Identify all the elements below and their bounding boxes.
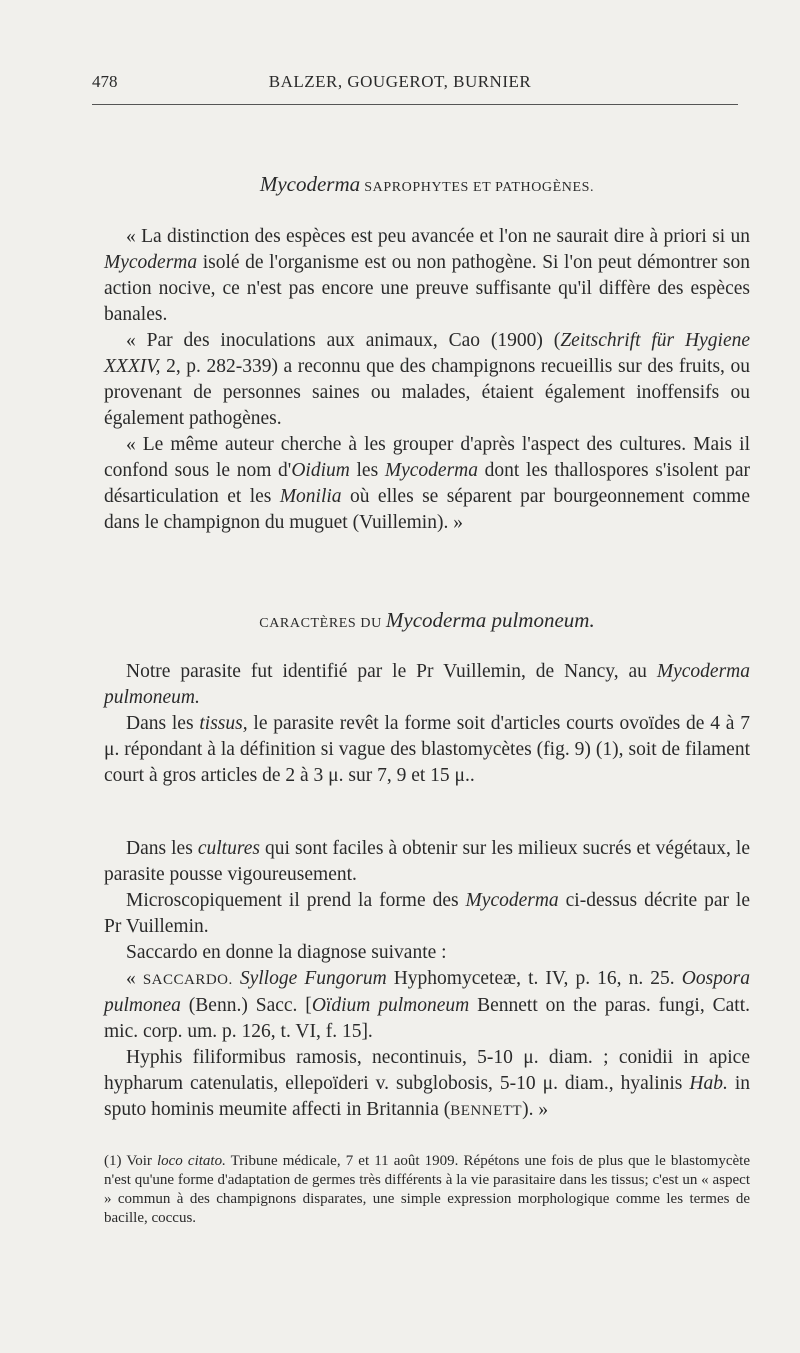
text: « La distinction des espèces est peu avancée et l'on ne saurait dire à priori si un [126, 226, 750, 247]
section-heading-saprophytes [104, 172, 750, 197]
text: Tribune médicale, 7 et 11 août 1909. Répétons une fois de plus que le blastomycète n'est qu'une forme d'adaptation de germes très différents à la vie parasitaire dans les tissus; c'est un « aspect » commun à des champignons disparates, une simple expression morphologique comme les termes de bacille, coccus. [104, 1153, 750, 1226]
text-italic: cultures [197, 838, 260, 859]
paragraph [104, 888, 750, 940]
text: Hyphomyceteæ, t. IV, p. 16, n. 25. [386, 968, 682, 989]
footnote-block [104, 1152, 750, 1228]
text: Bennett on the paras. fungi, Catt. mic. corp. um. p. 126, t. VI, f. 15]. [104, 995, 750, 1042]
text-italic: Mycoderma [104, 252, 198, 273]
text: dont les thallospores s'isolent par désarticulation et les [104, 460, 750, 507]
text-italic: Mycoderma [465, 890, 559, 911]
text: le parasite revêt la forme soit d'articles courts ovoïdes de 4 à 7 μ. répondant à la définition si vague des blastomycètes (fig. 9) (1), soit de filament court à gros articles de 2 à 3 μ. sur 7, 9 et 15 μ.. [104, 713, 750, 786]
text-smallcaps: SACCARDO. [142, 972, 233, 988]
heading-smallcaps: SAPROPHYTES ET PATHOGÈNES. [360, 180, 595, 195]
body-block-1 [104, 224, 750, 536]
text: les [349, 460, 385, 481]
text-italic: Monilia [279, 486, 342, 507]
page-number: 478 [92, 72, 118, 91]
text: Saccardo en donne la diagnose suivante : [126, 942, 447, 963]
text [233, 968, 240, 989]
text: « [126, 968, 143, 989]
text: (1) Voir [104, 1153, 157, 1169]
paragraph [104, 711, 750, 789]
text: « Par des inoculations aux animaux, Cao (1900) ( [126, 330, 561, 351]
heading-italic: Mycoderma [259, 172, 361, 196]
text: 2, p. 282-339) a reconnu que des champignons recueillis sur des fruits, ou provenant de personnes saines ou malades, étaient également inoffensifs ou également pathogènes. [104, 356, 750, 429]
text-italic: Hab. [689, 1073, 728, 1094]
text: isolé de l'organisme est ou non pathogène. Si l'on peut démontrer son action nocive, ce n'est pas encore une preuve suffisante qu'il diffère des espèces banales. [104, 252, 750, 325]
text: où elles se séparent par bourgeonnement comme dans le champignon du muguet (Vuillemin). » [104, 486, 750, 533]
running-header: BALZER, GOUGEROT, BURNIER [268, 72, 532, 91]
text-italic: Oidium [291, 460, 350, 481]
text: ci-dessus décrite par le Pr Vuillemin. [104, 890, 750, 937]
text-smallcaps: BENNETT [450, 1103, 523, 1119]
paragraph [104, 328, 750, 432]
text: ). » [522, 1099, 549, 1120]
text-italic: Mycoderma [384, 460, 478, 481]
text: Dans les [126, 838, 198, 859]
text-italic: Mycoderma pulmoneum. [104, 661, 750, 708]
paragraph [104, 940, 750, 966]
paragraph [104, 659, 750, 711]
paragraph [104, 966, 750, 1045]
text-italic: Oospora pulmonea [104, 968, 751, 1016]
text: « Le même auteur cherche à les grouper d'après l'aspect des cultures. Mais il confond sous le nom d' [104, 434, 750, 481]
text-italic: loco citato. [156, 1153, 226, 1169]
paragraph [104, 224, 750, 328]
text: (Benn.) Sacc. [ [180, 995, 312, 1016]
text-italic: Sylloge Fungorum [239, 968, 387, 989]
text: Dans les [126, 713, 200, 734]
text: Notre parasite fut identifié par le Pr Vuillemin, de Nancy, au [126, 661, 657, 682]
section-heading-caracteres [104, 608, 750, 633]
text: Microscopiquement il prend la forme des [126, 890, 466, 911]
body-block-3 [104, 836, 750, 1124]
heading-italic: Mycoderma pulmoneum. [385, 608, 595, 632]
heading-smallcaps: CARACTÈRES DU [259, 616, 386, 631]
text-italic: Oïdium pulmoneum [311, 995, 470, 1016]
text-italic: Zeitschrift für Hygiene XXXIV, [104, 330, 750, 377]
footnote [104, 1152, 750, 1228]
paragraph [104, 836, 750, 888]
header-rule [92, 104, 738, 105]
text: Hyphis filiformibus ramosis, necontinuis, 5-10 μ. diam. ; conidii in apice hypharum catenulatis, ellepoïderi v. subglobosis, 5-10 μ. diam., hyalinis [104, 1047, 750, 1094]
text: qui sont faciles à obtenir sur les milieux sucrés et végétaux, le parasite pousse vigoureusement. [104, 838, 750, 885]
text-italic: tissus, [199, 713, 248, 734]
paragraph [104, 1045, 750, 1124]
paragraph [104, 432, 750, 536]
text: in sputo hominis meumite affecti in Britannia ( [104, 1073, 750, 1120]
body-block-2 [104, 659, 750, 789]
